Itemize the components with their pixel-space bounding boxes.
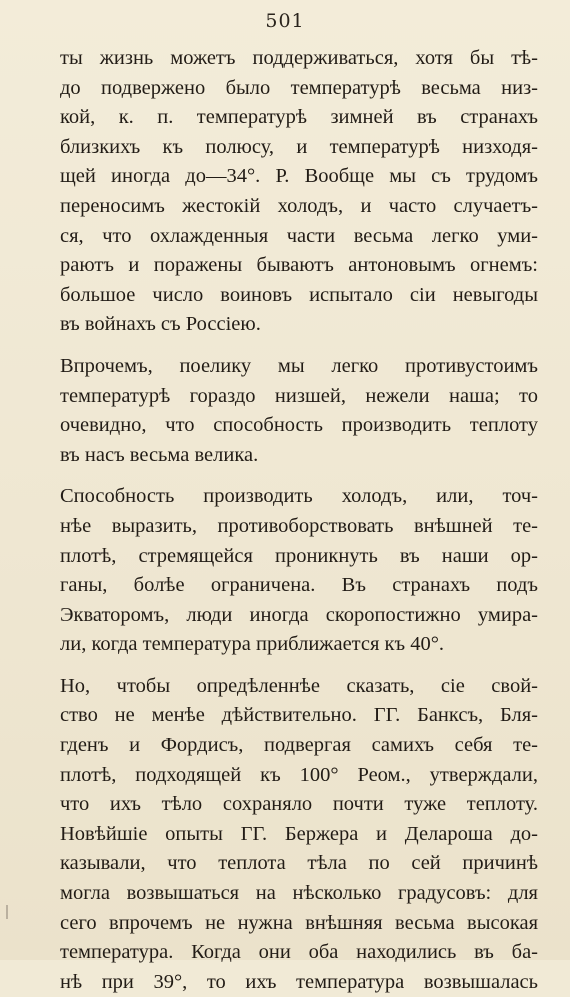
paragraph-gap <box>60 660 538 672</box>
text-line: ты жизнь можетъ поддерживаться, хотя бы тѣ- <box>60 47 538 69</box>
text-line: температура. Когда они оба находились въ ба- <box>60 941 538 964</box>
body-text <box>60 44 538 997</box>
text-line: кой, к. п. температурѣ зимней въ странахъ <box>60 106 538 129</box>
paragraph-4 <box>60 672 538 997</box>
text-line: Впрочемъ, поелику мы легко противустоимъ <box>60 354 538 377</box>
paragraph-gap <box>60 470 538 482</box>
text-line: нѣ при 39°, то ихъ температура возвышалась <box>60 970 538 993</box>
text-line: Но, чтобы опредѣленнѣе сказать, сіе свой- <box>60 674 538 697</box>
text-line: Новѣйшіе опыты ГГ. Бержера и Делароша до- <box>60 822 538 845</box>
text-line: щей иногда до—34°. Р. Вообще мы съ трудомъ <box>60 165 538 188</box>
text-line: ли, когда температура приближается къ 40°. <box>60 633 445 656</box>
text-line: до подвержено было температурѣ весьма низ- <box>60 76 538 99</box>
text-line: очевидно, что способность производить теплоту <box>60 414 538 437</box>
text-line: гденъ и Фордисъ, подвергая самихъ себя те- <box>60 734 538 757</box>
text-line: близкихъ къ полюсу, и температурѣ низходя- <box>60 135 538 158</box>
paragraph-1 <box>60 44 538 340</box>
text-line: что ихъ тѣло сохраняло почти туже теплоту. <box>60 793 538 816</box>
paragraph-2 <box>60 352 538 470</box>
text-line: въ насъ весьма велика. <box>60 443 259 466</box>
text-line: въ войнахъ съ Россіею. <box>60 313 261 336</box>
text-line: большое число воиновъ испытало сіи невыгоды <box>60 283 538 306</box>
text-line: ся, что охлажденныя части весьма легко уми- <box>60 224 538 247</box>
text-line: переносимъ жестокій холодъ, и часто случаетъ- <box>60 194 538 217</box>
text-line: ганы, болѣе ограничена. Въ странахъ подъ <box>60 574 538 597</box>
text-line: плотѣ, стремящейся проникнуть въ наши ор- <box>60 544 538 567</box>
paragraph-3 <box>60 482 538 660</box>
text-line: раютъ и поражены бываютъ антоновымъ огнемъ: <box>60 254 538 277</box>
paragraph-gap <box>60 340 538 352</box>
text-line: нѣе выразить, противоборствовать внѣшней те- <box>60 514 538 537</box>
text-line: ство не менѣе дѣйствительно. ГГ. Банксъ, Бля- <box>60 704 538 727</box>
text-line: Способность производить холодъ, или, точ- <box>60 485 538 508</box>
text-line: казывали, что теплота тѣла по сей причинѣ <box>60 852 538 875</box>
text-line: Экваторомъ, люди иногда скоропостижно умира- <box>60 603 538 626</box>
margin-mark <box>6 905 8 919</box>
text-line: плотѣ, подходящей къ 100° Реом., утверждали, <box>60 763 538 786</box>
text-line: температурѣ гораздо низшей, нежели наша; то <box>60 384 538 407</box>
text-line: могла возвышаться на нѣсколько градусовъ: для <box>60 882 538 905</box>
page-number: 501 <box>265 10 305 32</box>
text-line: сего впрочемъ не нужна внѣшняя весьма высокая <box>60 911 538 934</box>
